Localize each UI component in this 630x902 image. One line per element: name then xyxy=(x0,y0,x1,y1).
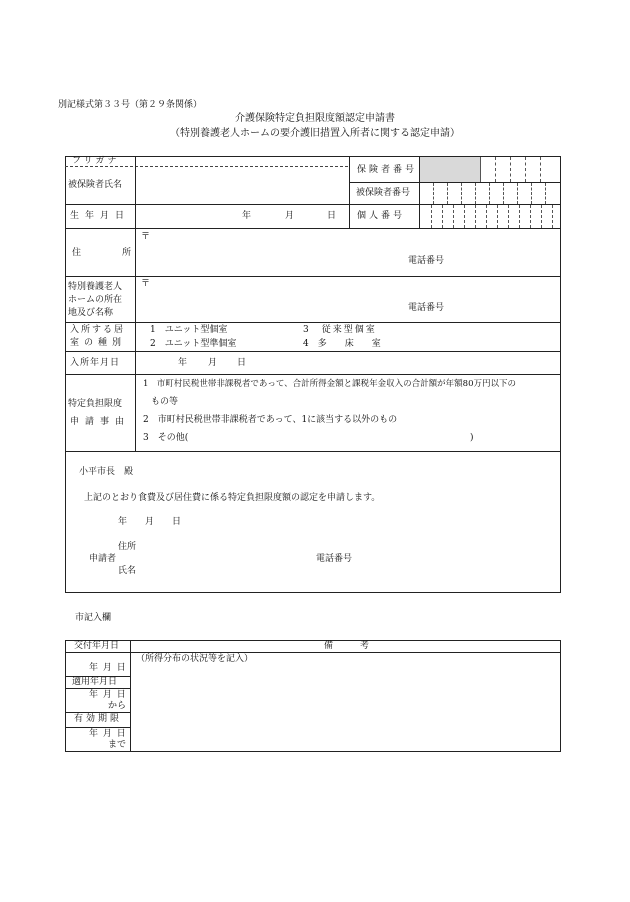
reason-option-3[interactable]: 3 その他( xyxy=(143,433,189,443)
reason-option-1[interactable]: 1 市町村民税世帯非課税者であって、合計所得金額と課税年金収入の合計額が年額80万円以下の xyxy=(143,379,516,389)
effective-from: から xyxy=(108,701,127,711)
city-section-heading: 市記入欄 xyxy=(75,613,112,623)
room-type-label-1: 入所する居 xyxy=(70,325,126,335)
applicant-name-label: 氏名 xyxy=(118,566,137,576)
issue-date-ymd: 年 月 日 xyxy=(89,663,126,673)
reason-label-2: 申請事由 xyxy=(70,417,131,427)
effective-date-label: 適用年月日 xyxy=(72,677,118,687)
birth-month-unit: 月 xyxy=(285,211,295,221)
applicant-address-label: 住所 xyxy=(118,542,137,552)
address-label-1: 住 xyxy=(72,248,82,258)
birth-day-unit: 日 xyxy=(327,211,337,221)
birth-year-unit: 年 xyxy=(242,211,252,221)
form-subtitle: （特別養護老人ホームの要介護旧措置入所者に関する認定申請） xyxy=(170,128,460,139)
address-phone-label: 電話番号 xyxy=(408,256,445,266)
facility-label-1: 特別養護老人 xyxy=(68,282,123,292)
insured-no-label: 被保険者番号 xyxy=(356,188,411,198)
form-id: 別記様式第３３号（第２９条関係） xyxy=(58,100,203,110)
valid-until-label: 有効期限 xyxy=(74,714,123,724)
address-label-2: 所 xyxy=(122,248,132,258)
issue-date-label: 交付年月日 xyxy=(74,641,120,651)
effective-date-ymd: 年 月 日 xyxy=(89,690,126,700)
admission-day-unit: 日 xyxy=(237,358,247,368)
insured-name-label: 被保険者氏名 xyxy=(68,180,123,190)
reason-option-1-cont: もの等 xyxy=(151,397,179,407)
applicant-phone-label: 電話番号 xyxy=(316,554,353,564)
room-option-4[interactable]: 4 多 床 室 xyxy=(303,339,381,349)
admission-month-unit: 月 xyxy=(208,358,218,368)
valid-until-suffix: まで xyxy=(108,740,127,750)
remarks-label: 備 考 xyxy=(324,641,370,651)
room-type-label-2: 室の種別 xyxy=(70,338,127,348)
application-statement: 上記のとおり食費及び居住費に係る特定負担限度額の認定を申請します。 xyxy=(84,493,381,503)
facility-phone-label: 電話番号 xyxy=(408,303,445,313)
remarks-note: （所得分布の状況等を記入） xyxy=(136,654,254,664)
insurer-no-shaded-cells xyxy=(420,157,480,182)
application-date: 年 月 日 xyxy=(118,517,182,527)
postal-mark: 〒 xyxy=(141,232,151,242)
room-option-2[interactable]: 2 ユニット型準個室 xyxy=(150,339,237,349)
form-title: 介護保険特定負担限度額認定申請書 xyxy=(235,113,395,124)
room-option-1[interactable]: 1 ユニット型個室 xyxy=(150,325,228,335)
facility-label-3: 地及び名称 xyxy=(68,308,114,318)
insurer-no-label: 保険者番号 xyxy=(357,165,418,175)
valid-until-ymd: 年 月 日 xyxy=(89,729,126,739)
admission-date-label: 入所年月日 xyxy=(70,358,121,368)
facility-label-2: ホームの所在 xyxy=(68,295,123,305)
addressee: 小平市長 殿 xyxy=(79,467,134,477)
facility-postal-mark: 〒 xyxy=(141,279,151,289)
furigana-label: フリガナ xyxy=(72,156,120,166)
birthdate-label: 生年月日 xyxy=(70,211,131,221)
admission-year-unit: 年 xyxy=(178,358,188,368)
reason-label-1: 特定負担限度 xyxy=(68,399,123,409)
applicant-label: 申請者 xyxy=(89,554,117,564)
room-option-3[interactable]: 3 従来型個室 xyxy=(303,325,377,335)
personal-no-label: 個人番号 xyxy=(357,211,406,221)
reason-option-2[interactable]: 2 市町村民税世帯非課税者であって、1に該当する以外のもの xyxy=(143,415,398,425)
reason-option-3-close: ) xyxy=(470,433,474,443)
